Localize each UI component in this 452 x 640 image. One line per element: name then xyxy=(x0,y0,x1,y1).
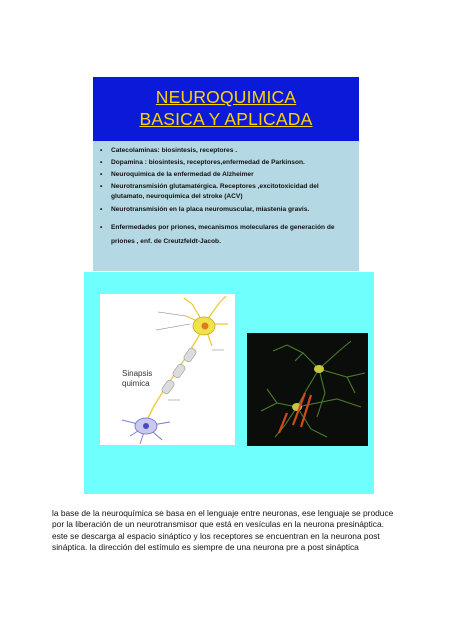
bullet-marker: • xyxy=(100,183,103,190)
synapse-diagram xyxy=(100,294,235,445)
bullet-marker: • xyxy=(100,159,103,166)
topics-list xyxy=(93,141,359,271)
list-item-text: Catecolaminas: biosintesis, receptores . xyxy=(111,147,238,154)
micrograph-image xyxy=(247,333,368,446)
figure-panel xyxy=(84,272,374,494)
title-banner xyxy=(93,77,359,141)
body-paragraph: la base de la neuroquímica se basa en el lenguaje entre neuronas, ese lenguaje se produce por la liberación de un neurotransmisor que está en vesículas en la neurona presináptica. este se descarga al espacio sináptico y los receptores se encuentran en la neurona post sináptica. la dirección del estímulo es siempre de una neurona pre a post sináptica xyxy=(52,508,394,553)
diagram-label: Sinapsis quimica xyxy=(122,369,153,388)
list-item-text: Neuroquimica de la enfermedad de Alzheimer xyxy=(111,171,254,178)
bullet-marker: • xyxy=(100,171,103,178)
title-line-1: NEUROQUIMICA xyxy=(155,87,297,107)
neuron-micrograph xyxy=(247,333,368,446)
title-line-2: BASICA Y APLICADA xyxy=(139,109,313,129)
list-item-text: Neurotransmisión glutamatérgica. Receptores ,excitotoxicidad del glutamato, neuroquimica del stroke (ACV) xyxy=(111,183,319,200)
list-item-text: Neurotransmisión en la placa neuromuscular, miastenia gravis. xyxy=(111,206,310,213)
list-item-text: Dopamina : biosintesis, receptores,enfermedad de Parkinson. xyxy=(111,159,305,166)
neuron-illustration xyxy=(100,294,235,445)
bullet-marker: • xyxy=(100,147,103,154)
bullet-marker: • xyxy=(100,224,103,231)
bullet-marker: • xyxy=(100,206,103,213)
list-item-text: Enfermedades por priones, mecanismos moleculares de generación de priones , enf. de Creutzfeldt-Jacob. xyxy=(111,224,335,245)
